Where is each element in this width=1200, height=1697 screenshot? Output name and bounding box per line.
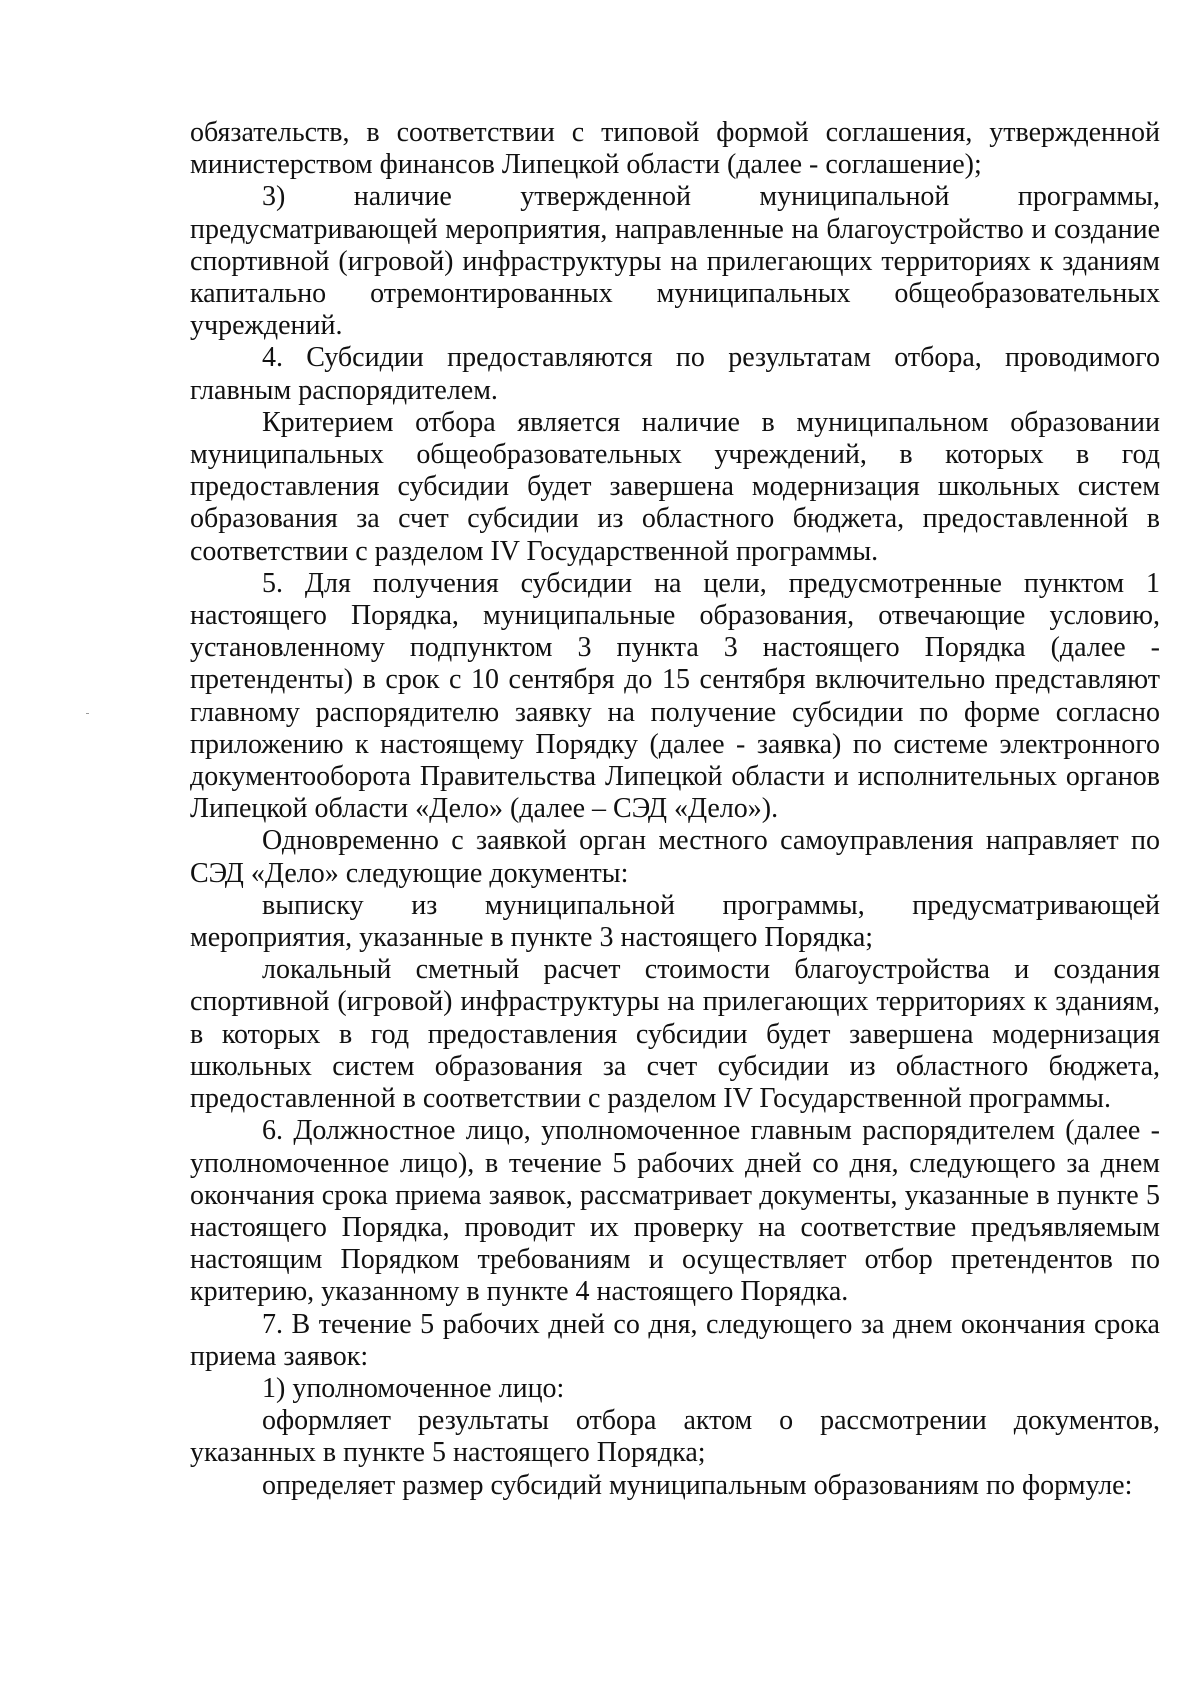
paragraph-program-extract: выписку из муниципальной программы, предусматривающей мероприятия, указанные в пункте 3 настоящего Порядка; [190, 889, 1160, 954]
paragraph-condition-3: 3) наличие утвержденной муниципальной программы, предусматривающей мероприятия, направленные на благоустройство и создание спортивной (игровой) инфраструктуры на прилегающих территориях к зданиям капитально отремонтированных муниципальных общеобразовательных учреждений. [190, 181, 1160, 342]
paragraph-item-7: 7. В течение 5 рабочих дней со дня, следующего за днем окончания срока приема заявок: [190, 1308, 1160, 1372]
paragraph-act-results: оформляет результаты отбора актом о рассмотрении документов, указанных в пункте 5 настоящего Порядка; [190, 1405, 1160, 1469]
paragraph-obligations: обязательств, в соответствии с типовой формой соглашения, утвержденной министерством финансов Липецкой области (далее - соглашение); [190, 117, 1160, 181]
paragraph-subsidy-formula: определяет размер субсидий муниципальным образованиям по формуле: [262, 1469, 1133, 1501]
paragraph-subitem-1: 1) уполномоченное лицо: [262, 1372, 565, 1404]
paragraph-selection-criterion: Критерием отбора является наличие в муниципальном образовании муниципальных общеобразовательных учреждений, в которых в год предоставления субсидии будет завершена модернизация школьных систем образования за счет субсидии из областного бюджета, предоставленной в соответствии с разделом IV Государственной программы. [190, 406, 1160, 567]
paragraph-cost-estimate: локальный сметный расчет стоимости благоустройства и создания спортивной (игровой) инфраструктуры на прилегающих территориях к зданиям, в которых в год предоставления субсидии будет завершена модернизация школьных систем образования за счет субсидии из областного бюджета, предоставленной в соответствии с разделом IV Государственной программы. [190, 954, 1160, 1115]
paragraph-simultaneous-documents: Одновременно с заявкой орган местного самоуправления направляет по СЭД «Дело» следующие документы: [190, 825, 1160, 889]
paragraph-item-4: 4. Субсидии предоставляются по результатам отбора, проводимого главным распорядителем. [190, 342, 1160, 406]
document-page [190, 117, 1160, 1502]
paragraph-item-5: 5. Для получения субсидии на цели, предусмотренные пунктом 1 настоящего Порядка, муниципальные образования, отвечающие условию, установленному подпунктом 3 пункта 3 настоящего Порядка (далее - претенденты) в срок с 10 сентября до 15 сентября включительно представляют главному распорядителю заявку на получение субсидии по форме согласно приложению к настоящему Порядку (далее - заявка) по системе электронного документооборота Правительства Липецкой области и исполнительных органов Липецкой области «Дело» (далее – СЭД «Дело»). [190, 567, 1160, 825]
paragraph-item-6: 6. Должностное лицо, уполномоченное главным распорядителем (далее - уполномоченное лицо), в течение 5 рабочих дней со дня, следующего за днем окончания срока приема заявок, рассматривает документы, указанные в пункте 5 настоящего Порядка, проводит их проверку на соответствие предъявляемым настоящим Порядком требованиям и осуществляет отбор претендентов по критерию, указанному в пункте 4 настоящего Порядка. [190, 1115, 1160, 1308]
scan-mark [86, 713, 89, 714]
